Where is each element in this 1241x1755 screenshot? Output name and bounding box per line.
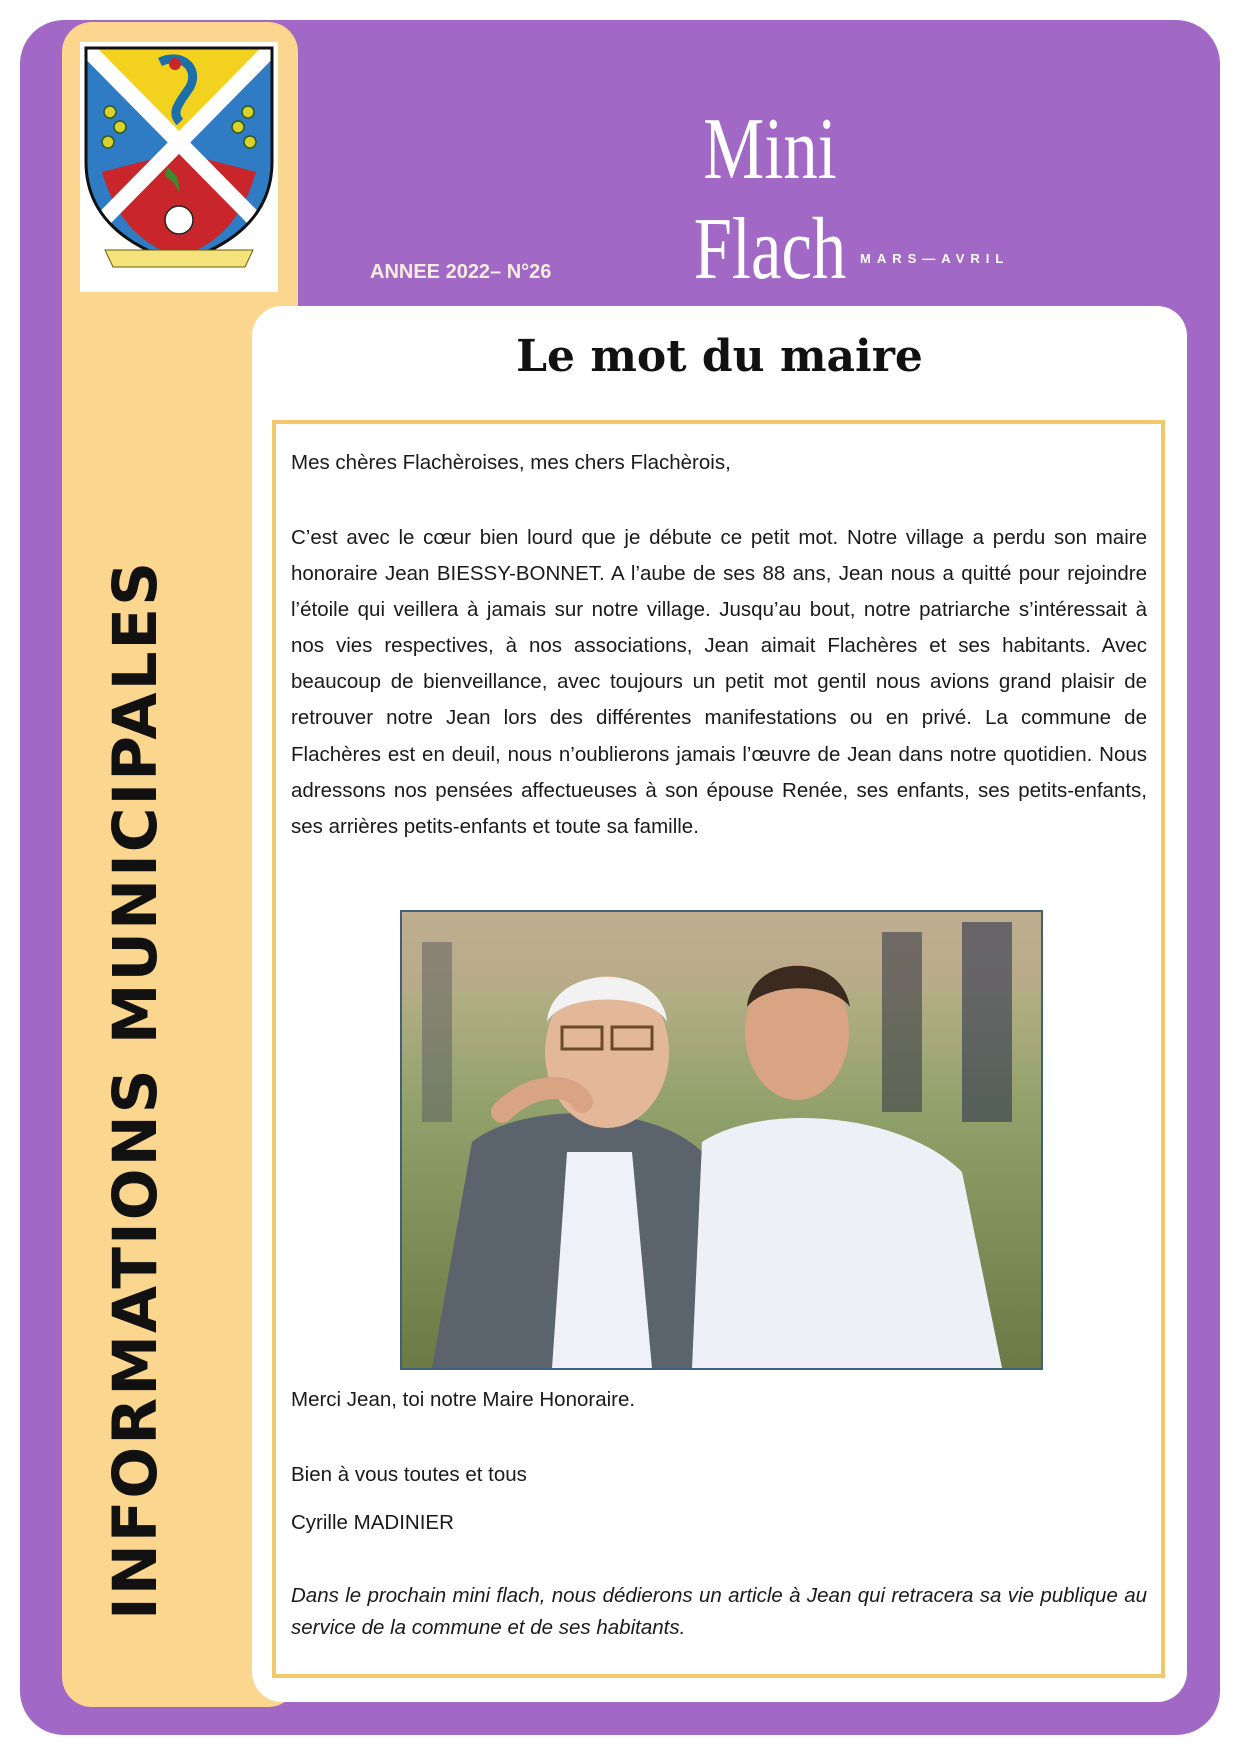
coat-of-arms (80, 42, 278, 292)
memorial-photo (400, 910, 1043, 1370)
closing-line: Bien à vous toutes et tous (291, 1463, 527, 1486)
issue-period: MARS—AVRIL (860, 251, 1010, 266)
greeting: Mes chères Flachèroises, mes chers Flachèrois, (291, 451, 731, 474)
footnote: Dans le prochain mini flach, nous dédierons un article à Jean qui retracera sa vie publique au service de la commune et de ses habitants. (291, 1584, 1147, 1639)
issue-number: ANNEE 2022– N°26 (370, 261, 552, 283)
article-body: C’est avec le cœur bien lourd que je débute ce petit mot. Notre village a perdu son maire honoraire Jean BIESSY-BONNET. A l’aube de ses 88 ans, Jean nous a quitté pour rejoindre l’étoile qui veillera à jamais sur notre village. Jusqu’au bout, notre patriarche s’intéressait à nos vies respectives, à nos associations, Jean aimait Flachères et ses habitants. Avec beaucoup de bienveillance, avec toujours un petit mot gentil nous avions grand plaisir de retrouver notre Jean lors des différentes manifestations ou en privé. La commune de Flachères est en deuil, nous n’oublierons jamais l’œuvre de Jean dans notre quotidien. Nous adressons nos pensées affectueuses à son épouse Renée, ses enfants, ses petits-enfants, ses arrières petits-enfants et toute sa famille. (291, 526, 1147, 838)
section-title-vertical: INFORMATIONS MUNICIPALES (100, 559, 171, 1620)
thanks-line: Merci Jean, toi notre Maire Honoraire. (291, 1388, 636, 1411)
signature: Cyrille MADINIER (291, 1511, 454, 1534)
article-heading: Le mot du maire (516, 331, 923, 382)
newsletter-title: Mini Flach (693, 101, 847, 298)
